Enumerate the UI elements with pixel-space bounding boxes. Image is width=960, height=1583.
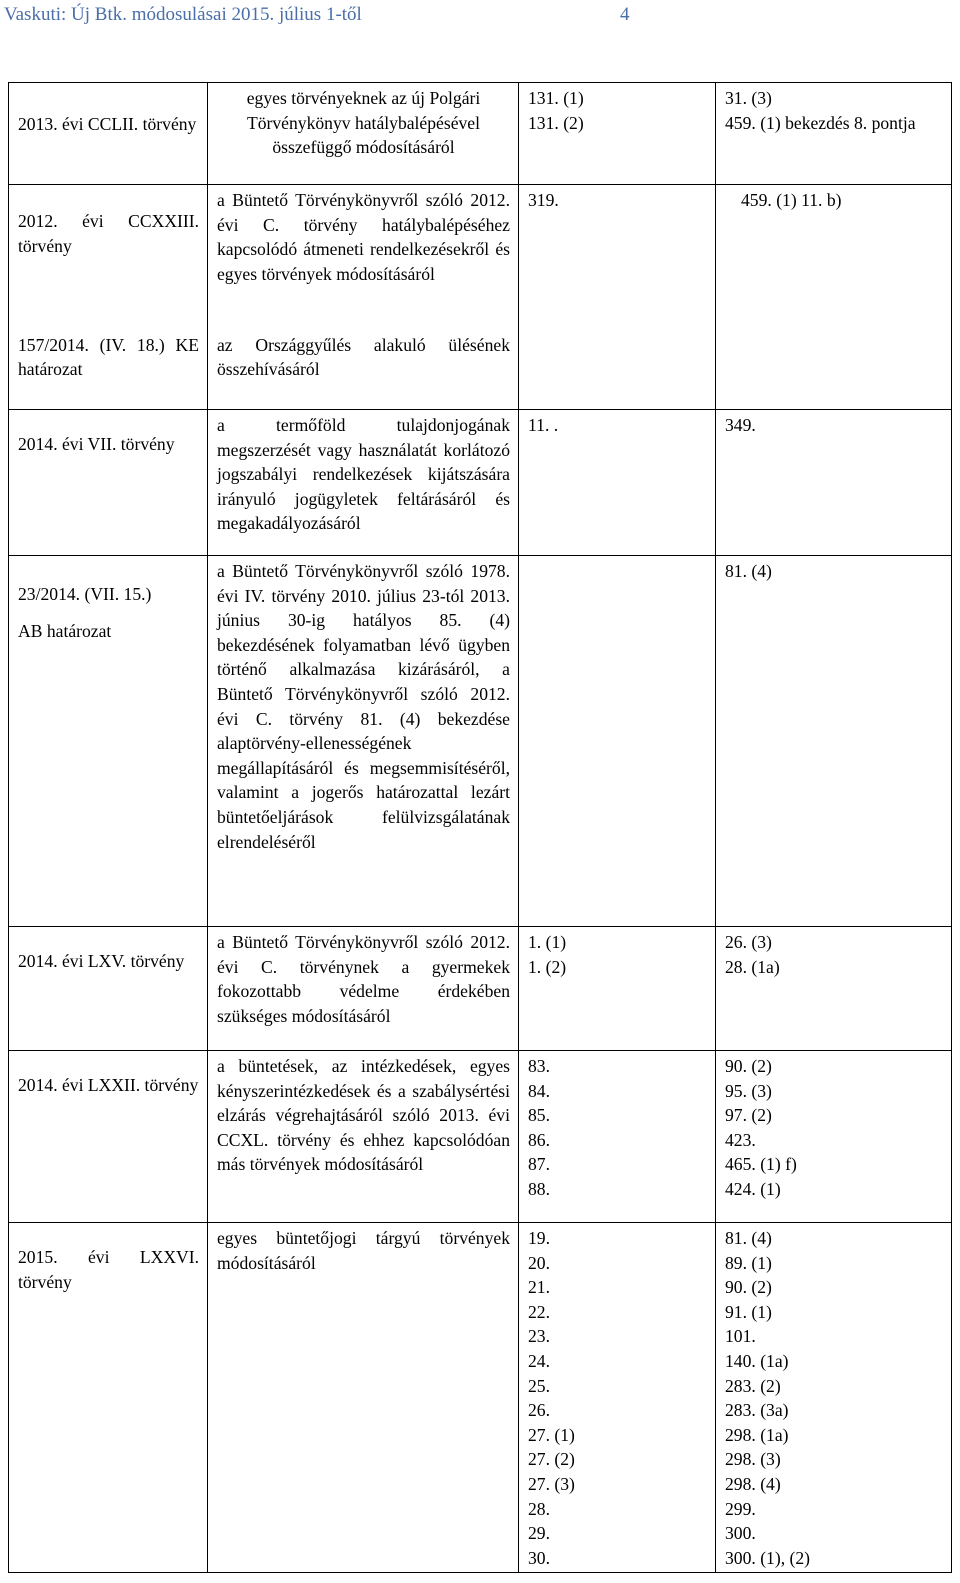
- act-cell: 2012. évi CCXXIII. törvény: [9, 185, 208, 330]
- table-row: [9, 556, 952, 927]
- btk-cell: 459. (1) 11. b): [716, 185, 952, 330]
- subject-cell: a Büntető Törvénykönyvről szóló 2012. évi C. törvénynek a gyermekek fokozottabb védelme érdekében szükséges módosításáról: [208, 927, 519, 1051]
- subject-cell: egyes törvényeknek az új Polgári Törvénykönyv hatálybalépésével összefüggő módosításáról: [208, 83, 519, 185]
- sections-cell: [519, 556, 716, 927]
- subject-cell: a Büntető Törvénykönyvről szóló 2012. évi C. törvény hatálybalépéséhez kapcsolódó átmeneti rendelkezésekről és egyes törvények módosításáról: [208, 185, 519, 330]
- subject-cell: az Országgyűlés alakuló ülésének összehívásáról: [208, 330, 519, 410]
- page-number: 4: [620, 4, 630, 25]
- subject-cell: a büntetések, az intézkedések, egyes kényszerintézkedések és a szabálysértési elzárás végrehajtásáról szóló 2013. évi CCXL. törvény és ehhez kapcsolódóan más törvények módosításáról: [208, 1051, 519, 1223]
- table-row: [9, 1223, 952, 1573]
- subject-cell: a Büntető Törvénykönyvről szóló 1978. évi IV. törvény 2010. július 23-tól 2013. június 30-ig hatályos 85. (4) bekezdésének folyamatban lévő ügyben történő alkalmazása kizárásáról, a Büntető Törvénykönyvről szóló 2012. évi C. törvény 81. (4) bekezdése alaptörvény-ellenességének megállapításáról és megsemmisítéséről, valamint a jogerős határozattal lezárt büntetőeljárások felülvizsgálatának elrendeléséről: [208, 556, 519, 927]
- sections-cell: 319.: [519, 185, 716, 330]
- act-cell: 157/2014. (IV. 18.) KE határozat: [9, 330, 208, 410]
- sections-cell: [519, 330, 716, 410]
- sections-cell: 19. 20. 21. 22. 23. 24. 25. 26. 27. (1) 27. (2) 27. (3) 28. 29. 30.: [519, 1223, 716, 1573]
- btk-cell: 90. (2) 95. (3) 97. (2) 423. 465. (1) f) 424. (1): [716, 1051, 952, 1223]
- table-row: [9, 330, 952, 410]
- table-row: [9, 1051, 952, 1223]
- btk-cell: 31. (3) 459. (1) bekezdés 8. pontja: [716, 83, 952, 185]
- table-row: [9, 410, 952, 556]
- act-cell: 2013. évi CCLII. törvény: [9, 83, 208, 185]
- btk-cell: 26. (3) 28. (1a): [716, 927, 952, 1051]
- act-cell: 2014. évi VII. törvény: [9, 410, 208, 556]
- table-row: [9, 185, 952, 330]
- table-row: [9, 83, 952, 185]
- page-header: [0, 0, 960, 34]
- act-cell: 23/2014. (VII. 15.) AB határozat: [9, 556, 208, 927]
- table-row: [9, 927, 952, 1051]
- btk-cell: 81. (4) 89. (1) 90. (2) 91. (1) 101. 140. (1a) 283. (2) 283. (3a) 298. (1a) 298. (3) 298. (4) 299. 300. 300. (1), (2): [716, 1223, 952, 1573]
- sections-cell: 11. .: [519, 410, 716, 556]
- subject-cell: egyes büntetőjogi tárgyú törvények módosításáról: [208, 1223, 519, 1573]
- btk-cell: 349.: [716, 410, 952, 556]
- act-cell: 2014. évi LXV. törvény: [9, 927, 208, 1051]
- act-cell: 2015. évi LXXVI. törvény: [9, 1223, 208, 1573]
- btk-cell: 81. (4): [716, 556, 952, 927]
- act-cell: 2014. évi LXXII. törvény: [9, 1051, 208, 1223]
- document-title: Vaskuti: Új Btk. módosulásai 2015. július 1-től: [4, 4, 362, 25]
- amendments-table: [8, 82, 952, 1573]
- sections-cell: 1. (1) 1. (2): [519, 927, 716, 1051]
- sections-cell: 83. 84. 85. 86. 87. 88.: [519, 1051, 716, 1223]
- btk-cell: [716, 330, 952, 410]
- sections-cell: 131. (1) 131. (2): [519, 83, 716, 185]
- subject-cell: a termőföld tulajdonjogának megszerzését vagy használatát korlátozó jogszabályi rendelkezések kijátszására irányuló jogügyletek feltárásáról és megakadályozásáról: [208, 410, 519, 556]
